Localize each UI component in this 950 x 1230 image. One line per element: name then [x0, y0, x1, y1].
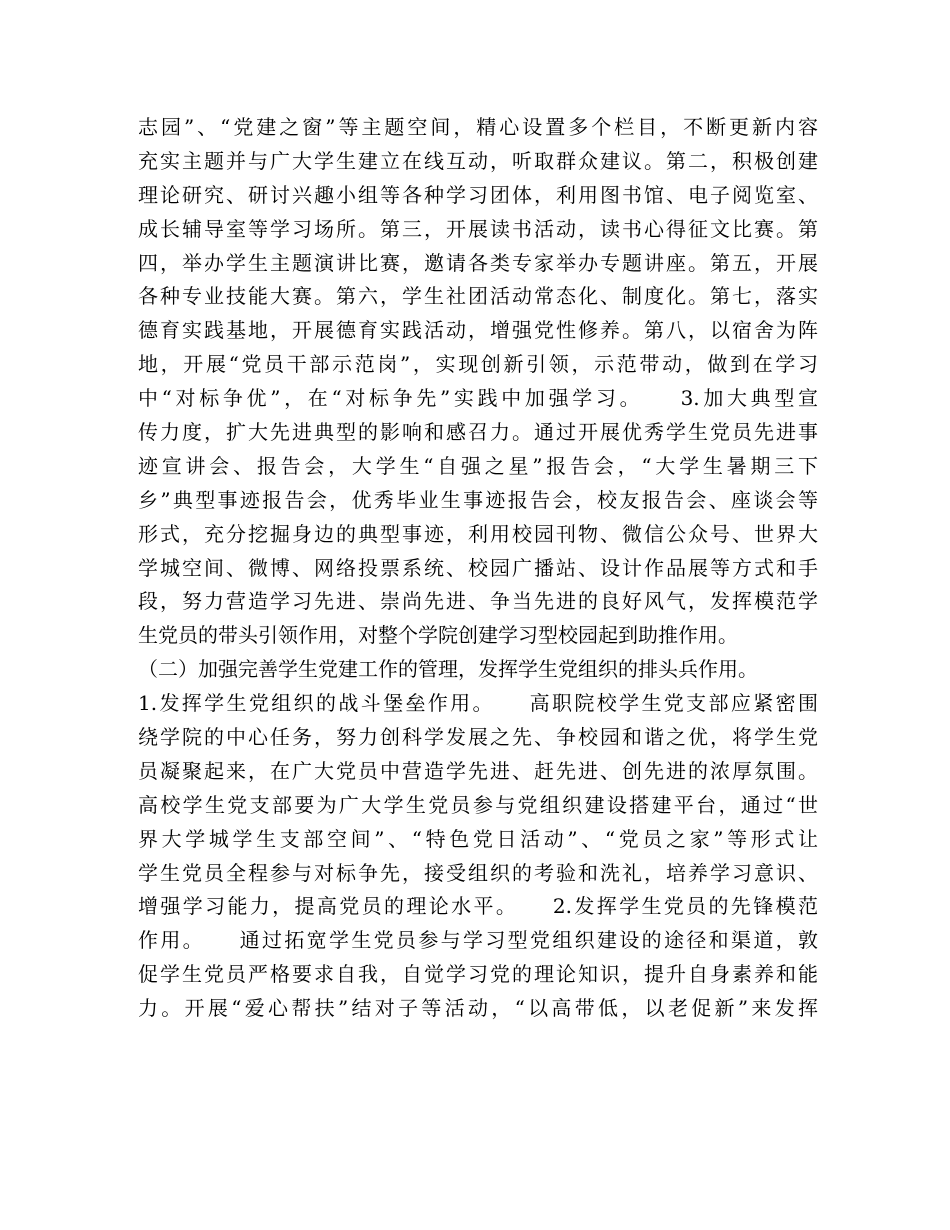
body-text	[138, 111, 818, 1026]
text-line: 高校学生党支部要为广大学生党员参与党组织建设搭建平台，通过“世	[138, 792, 818, 817]
text-line: 增强学习能力，提高党员的理论水平。 2.发挥学生党员的先锋模范	[138, 894, 818, 919]
text-line: 德育实践基地，开展德育实践活动，增强党性修养。第八，以宿舍为阵	[138, 318, 818, 343]
text-line: 段，努力营造学习先进、崇尚先进、争当先进的良好风气，发挥模范学	[138, 589, 818, 614]
section-heading: （二）加强完善学生党建工作的管理，发挥学生党组织的排头兵作用。	[138, 657, 758, 682]
text-line: 传力度，扩大先进典型的影响和感召力。通过开展优秀学生党员先进事	[138, 420, 818, 445]
text-line: 乡”典型事迹报告会，优秀毕业生事迹报告会，校友报告会、座谈会等	[138, 487, 818, 512]
text-line: 志园”、“党建之窗”等主题空间，精心设置多个栏目，不断更新内容	[138, 115, 818, 139]
text-line: 力。开展“爱心帮扶”结对子等活动，“以高带低，以老促新”来发挥	[138, 996, 818, 1021]
text-line: 绕学院的中心任务，努力创科学发展之先、争校园和谐之优，将学生党	[138, 725, 818, 750]
text-line: 学城空间、微博、网络投票系统、校园广播站、设计作品展等方式和手	[138, 555, 818, 580]
text-line: 学生党员全程参与对标争先，接受组织的考验和洗礼，培养学习意识、	[138, 860, 818, 885]
text-line: 各种专业技能大赛。第六，学生社团活动常态化、制度化。第七，落实	[138, 284, 818, 309]
text-line: 四，举办学生主题演讲比赛，邀请各类专家举办专题讲座。第五，开展	[138, 250, 818, 275]
text-line: 地，开展“党员干部示范岗”，实现创新引领，示范带动，做到在学习	[138, 352, 818, 377]
text-line: 员凝聚起来，在广大党员中营造学先进、赶先进、创先进的浓厚氛围。	[138, 758, 818, 783]
text-line: 成长辅导室等学习场所。第三，开展读书活动，读书心得征文比赛。第	[138, 216, 818, 241]
text-line: 理论研究、研讨兴趣小组等各种学习团体，利用图书馆、电子阅览室、	[138, 182, 818, 207]
text-line: 形式，充分挖掘身边的典型事迹，利用校园刊物、微信公众号、世界大	[138, 521, 818, 546]
text-line: 生党员的带头引领作用，对整个学院创建学习型校园起到助推作用。	[138, 623, 738, 648]
text-line: 界大学城学生支部空间”、“特色党日活动”、“党员之家”等形式让	[138, 826, 818, 851]
text-line: 充实主题并与广大学生建立在线互动，听取群众建议。第二，积极创建	[138, 148, 818, 173]
text-line: 1.发挥学生党组织的战斗堡垒作用。 高职院校学生党支部应紧密围	[138, 691, 818, 716]
text-line: 作用。 通过拓宽学生党员参与学习型党组织建设的途径和渠道，敦	[138, 928, 818, 953]
text-line: 中“对标争优”，在“对标争先”实践中加强学习。 3.加大典型宣	[138, 386, 818, 411]
text-line: 促学生党员严格要求自我，自觉学习党的理论知识，提升自身素养和能	[138, 962, 818, 987]
text-line: 迹宣讲会、报告会，大学生“自强之星”报告会，“大学生暑期三下	[138, 453, 818, 478]
